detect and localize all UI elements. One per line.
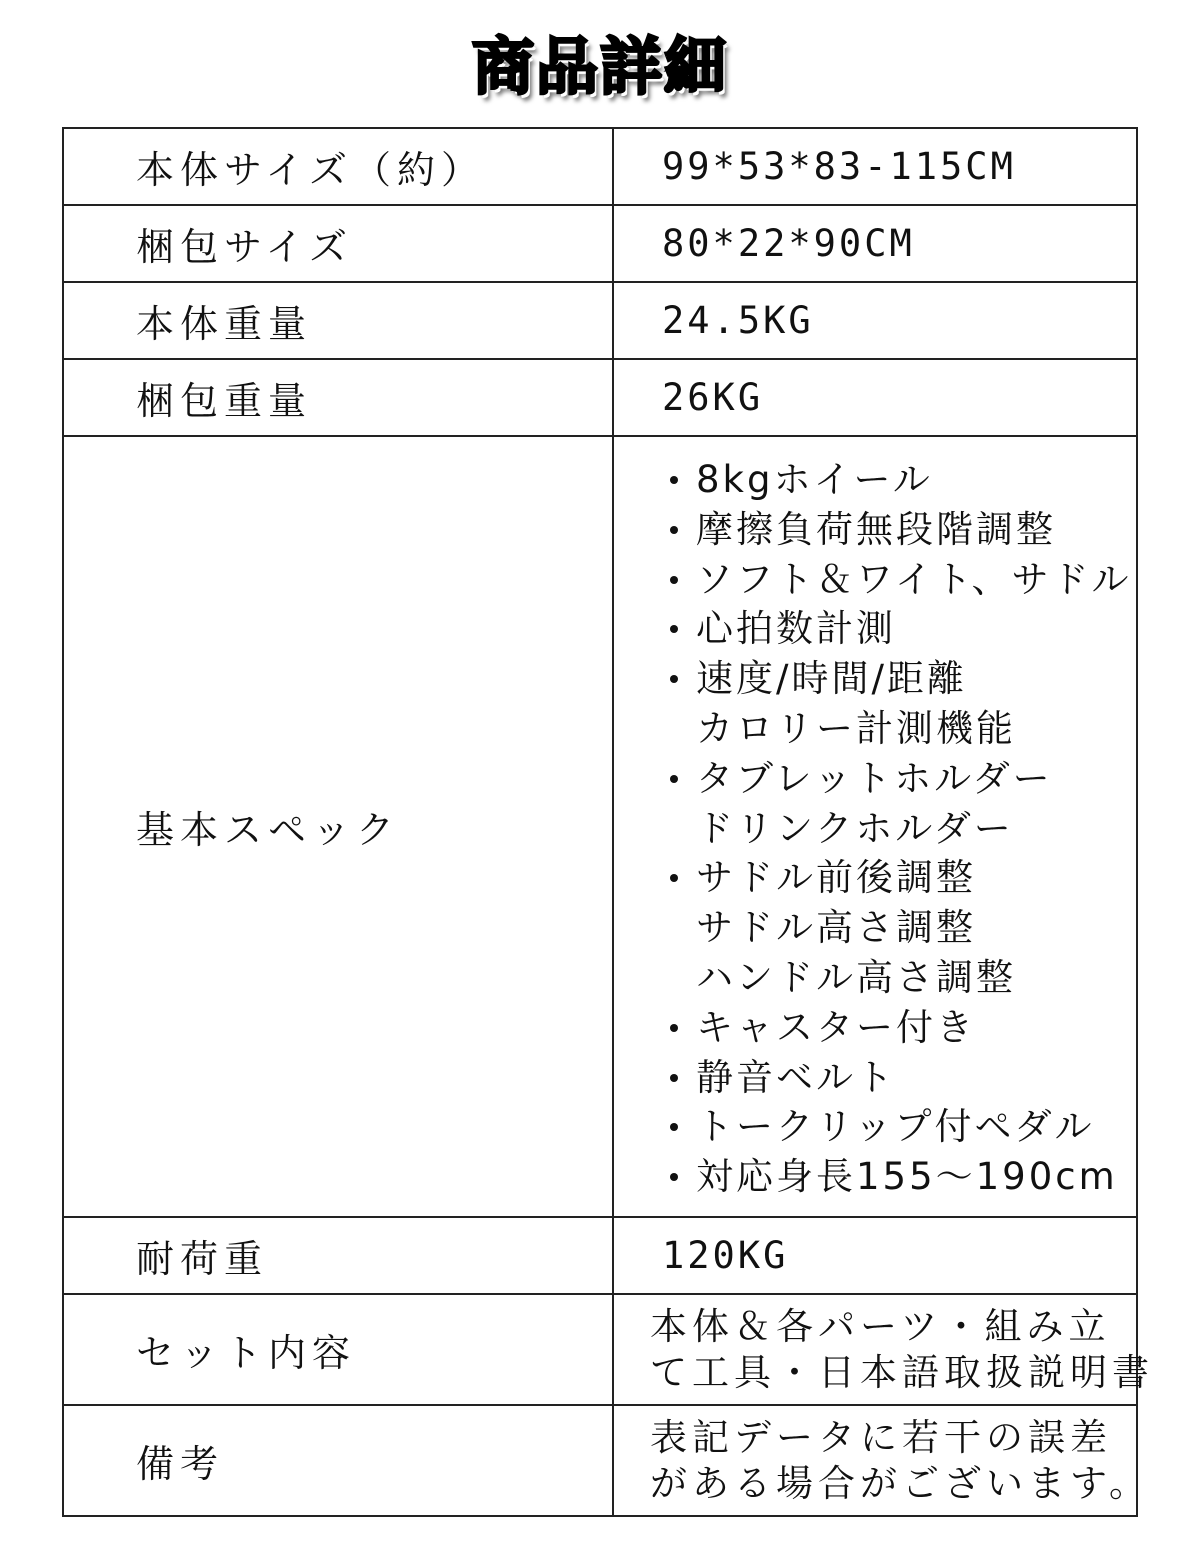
row-value: 24.5KG xyxy=(613,282,1137,359)
set-value xyxy=(613,1294,1154,1405)
spec-item xyxy=(666,754,1136,854)
spec-item-line: キャスター付き xyxy=(696,1005,976,1049)
page-title: 商品詳細 xyxy=(471,30,728,103)
spec-item-line: トークリップ付ペダル xyxy=(696,1105,1095,1149)
spec-item xyxy=(666,455,1136,505)
row-label: 梱包重量 xyxy=(63,359,613,436)
note-value xyxy=(613,1405,1152,1516)
spec-values xyxy=(613,436,1137,1217)
spec-item-line: 速度/時間/距離 xyxy=(696,657,967,701)
note-label: 備考 xyxy=(63,1405,613,1516)
spec-item-line: タブレットホルダー xyxy=(696,756,1053,800)
spec-item-line: 8kgホイール xyxy=(696,458,933,501)
spec-item-line: 対応身長155〜190cm xyxy=(696,1155,1118,1199)
spec-item xyxy=(666,1003,1136,1053)
set-label: セット内容 xyxy=(63,1294,613,1405)
spec-item xyxy=(666,505,1136,555)
note-line: がある場合がございます。 xyxy=(650,1462,1152,1506)
load-value: 120KG xyxy=(613,1217,1137,1294)
row-label: 本体サイズ（約） xyxy=(63,128,613,205)
row-label: 梱包サイズ xyxy=(63,205,613,282)
row-label: 本体重量 xyxy=(63,282,613,359)
spec-item-line: サドル高さ調整 xyxy=(696,906,976,950)
spec-item xyxy=(666,1053,1136,1103)
note-line: 表記データに若干の誤差 xyxy=(650,1416,1112,1460)
spec-item-line: サドル前後調整 xyxy=(696,856,976,900)
table-row xyxy=(63,1405,1137,1516)
spec-table xyxy=(62,127,1154,1517)
spec-item-line: 静音ベルト xyxy=(696,1055,896,1099)
spec-item xyxy=(666,853,1136,1002)
table-row xyxy=(63,282,1137,359)
spec-item xyxy=(666,555,1136,605)
row-value: 99*53*83-115CM xyxy=(613,128,1137,205)
load-label: 耐荷重 xyxy=(63,1217,613,1294)
spec-row xyxy=(63,436,1137,1217)
spec-item-line: ソフト＆ワイト、サドル xyxy=(696,557,1132,601)
spec-list xyxy=(614,437,1136,1216)
spec-item xyxy=(666,604,1136,654)
table-row xyxy=(63,205,1137,282)
spec-label: 基本スペック xyxy=(63,436,613,1217)
table-row xyxy=(63,359,1137,436)
row-value: 80*22*90CM xyxy=(613,205,1137,282)
spec-item xyxy=(666,654,1136,754)
spec-item-line: 心拍数計測 xyxy=(696,607,896,651)
table-row xyxy=(63,1294,1137,1405)
spec-item xyxy=(666,1102,1136,1152)
row-value: 26KG xyxy=(613,359,1137,436)
set-line: て工具・日本語取扱説明書 xyxy=(650,1351,1154,1395)
spec-item xyxy=(666,1152,1136,1202)
spec-item-line: ハンドル高さ調整 xyxy=(696,955,1016,999)
spec-item-line: 摩擦負荷無段階調整 xyxy=(696,507,1056,551)
set-line: 本体＆各パーツ・組み立 xyxy=(650,1305,1111,1349)
spec-item-line: ドリンクホルダー xyxy=(696,806,1014,850)
table-row xyxy=(63,1217,1137,1294)
spec-item-line: カロリー計測機能 xyxy=(696,706,1016,750)
table-row xyxy=(63,128,1137,205)
